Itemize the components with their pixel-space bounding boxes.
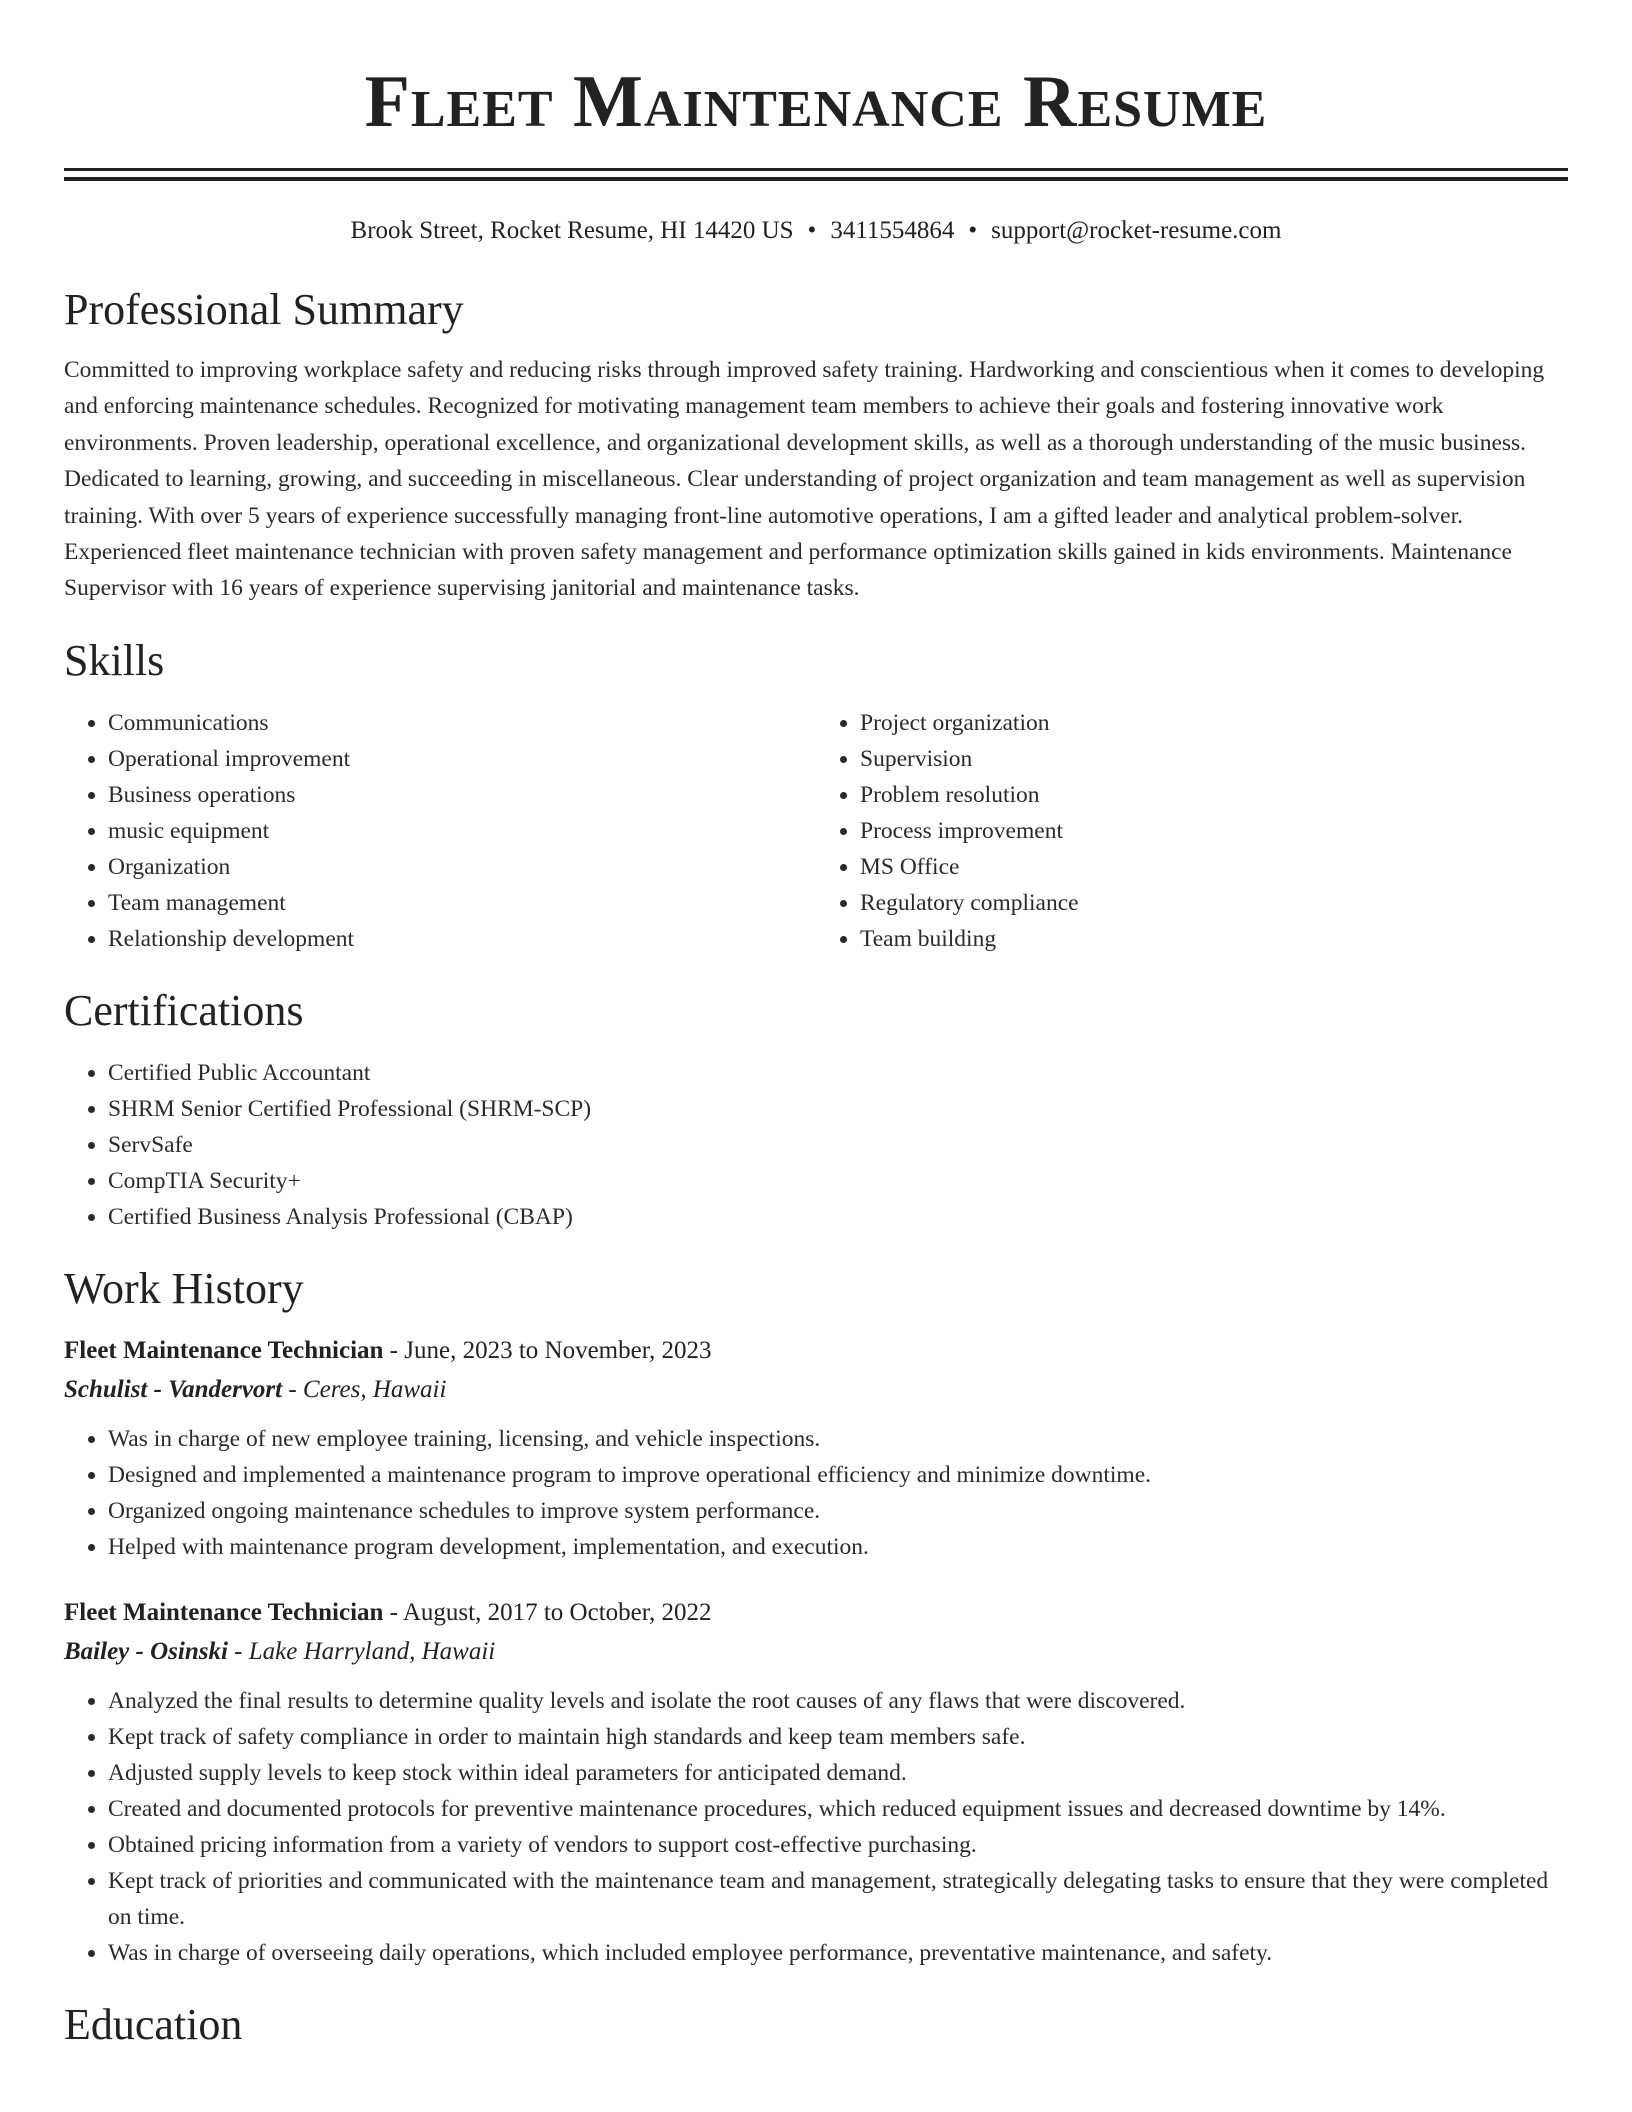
work-history-heading: Work History [64, 1263, 304, 1313]
job-bullet: • Helped with maintenance program development, implementation, and execution. [108, 1529, 1568, 1565]
job-title-line [64, 1593, 1568, 1633]
skill-item: • Business operations [108, 777, 816, 813]
skill-item: • Process improvement [860, 813, 1568, 849]
skill-item: • Problem resolution [860, 777, 1568, 813]
contact-phone: 3411554864 [830, 217, 955, 244]
skill-item: • Project organization [860, 705, 1568, 741]
certification-item: • Certified Public Accountant [108, 1055, 1568, 1091]
job-bullet: • Kept track of priorities and communicated with the maintenance team and management, strategically delegating tasks to ensure that they were completed on time. [108, 1863, 1568, 1935]
skill-item: • Communications [108, 705, 816, 741]
contact-separator: • [968, 217, 978, 244]
certifications-list [64, 1055, 1568, 1235]
skill-item: • Organization [108, 849, 816, 885]
certification-item: • ServSafe [108, 1127, 1568, 1163]
job-company: Schulist - Vandervort [64, 1375, 283, 1403]
divider-line-bottom [64, 177, 1568, 181]
resume-title: Fleet Maintenance Resume [364, 61, 1268, 143]
skills-column-left [64, 705, 816, 957]
skill-item: • Relationship development [108, 921, 816, 957]
certification-item: • CompTIA Security+ [108, 1163, 1568, 1199]
job-company-line [64, 1633, 1568, 1671]
skill-item: • music equipment [108, 813, 816, 849]
certification-item: • SHRM Senior Certified Professional (SHRM-SCP) [108, 1091, 1568, 1127]
certification-item: • Certified Business Analysis Professional (CBAP) [108, 1199, 1568, 1235]
job-bullet: • Organized ongoing maintenance schedules to improve system performance. [108, 1493, 1568, 1529]
contact-address: Brook Street, Rocket Resume, HI 14420 US [350, 217, 794, 244]
skill-item: • Team building [860, 921, 1568, 957]
job-title-line [64, 1331, 1568, 1371]
contact-line [64, 214, 1568, 248]
job-location: - Ceres, Hawaii [282, 1375, 447, 1403]
job-title: Fleet Maintenance Technician [64, 1336, 384, 1364]
job-bullet: • Was in charge of overseeing daily operations, which included employee performance, preventative maintenance, and safety. [108, 1935, 1568, 1971]
job-dates: - June, 2023 to November, 2023 [383, 1336, 712, 1364]
title-divider [64, 168, 1568, 181]
skill-item: • Regulatory compliance [860, 885, 1568, 921]
job-bullet: • Designed and implemented a maintenance program to improve operational efficiency and minimize downtime. [108, 1457, 1568, 1493]
job-bullet: • Kept track of safety compliance in order to maintain high standards and keep team members safe. [108, 1719, 1568, 1755]
skill-item: • Operational improvement [108, 741, 816, 777]
skill-item: • MS Office [860, 849, 1568, 885]
job-entry [64, 1593, 1568, 1971]
job-bullet: • Analyzed the final results to determine quality levels and isolate the root causes of any flaws that were discovered. [108, 1683, 1568, 1719]
job-company-line [64, 1371, 1568, 1409]
job-bullet: • Created and documented protocols for preventive maintenance procedures, which reduced equipment issues and decreased downtime by 14%. [108, 1791, 1568, 1827]
job-entry [64, 1331, 1568, 1565]
certifications-heading: Certifications [64, 985, 304, 1035]
job-dates: - August, 2017 to October, 2022 [383, 1598, 712, 1626]
skill-item: • Team management [108, 885, 816, 921]
skills-list [64, 705, 1568, 957]
job-location: - Lake Harryland, Hawaii [227, 1637, 496, 1665]
skills-heading: Skills [64, 635, 165, 685]
skill-item: • Supervision [860, 741, 1568, 777]
summary-text: Committed to improving workplace safety and reducing risks through improved safety training. Hardworking and conscientious when it comes to developing and enforcing maintenance schedules. Recognized for motivating management team members to achieve their goals and fostering innovative work environments. Proven leadership, operational excellence, and organizational development skills, as well as a thorough understanding of the music business. Dedicated to learning, growing, and succeeding in miscellaneous. Clear understanding of project organization and team management as well as supervision training. With over 5 years of experience successfully managing front-line automotive operations, I am a gifted leader and analytical problem-solver. Experienced fleet maintenance technician with proven safety management and performance optimization skills gained in kids environments. Maintenance Supervisor with 16 years of experience supervising janitorial and maintenance tasks. [64, 357, 1545, 602]
contact-separator: • [807, 217, 817, 244]
job-company: Bailey - Osinski [64, 1637, 228, 1665]
education-heading: Education [64, 1999, 243, 2049]
job-bullet: • Obtained pricing information from a variety of vendors to support cost-effective purchasing. [108, 1827, 1568, 1863]
job-bullet: • Adjusted supply levels to keep stock within ideal parameters for anticipated demand. [108, 1755, 1568, 1791]
job-bullets [64, 1683, 1568, 1971]
skills-column-right [816, 705, 1568, 957]
job-title: Fleet Maintenance Technician [64, 1598, 384, 1626]
job-bullet: • Was in charge of new employee training, licensing, and vehicle inspections. [108, 1421, 1568, 1457]
job-bullets [64, 1421, 1568, 1565]
contact-email: support@rocket-resume.com [991, 217, 1282, 244]
summary-heading: Professional Summary [64, 285, 464, 334]
divider-line-top [64, 168, 1568, 171]
